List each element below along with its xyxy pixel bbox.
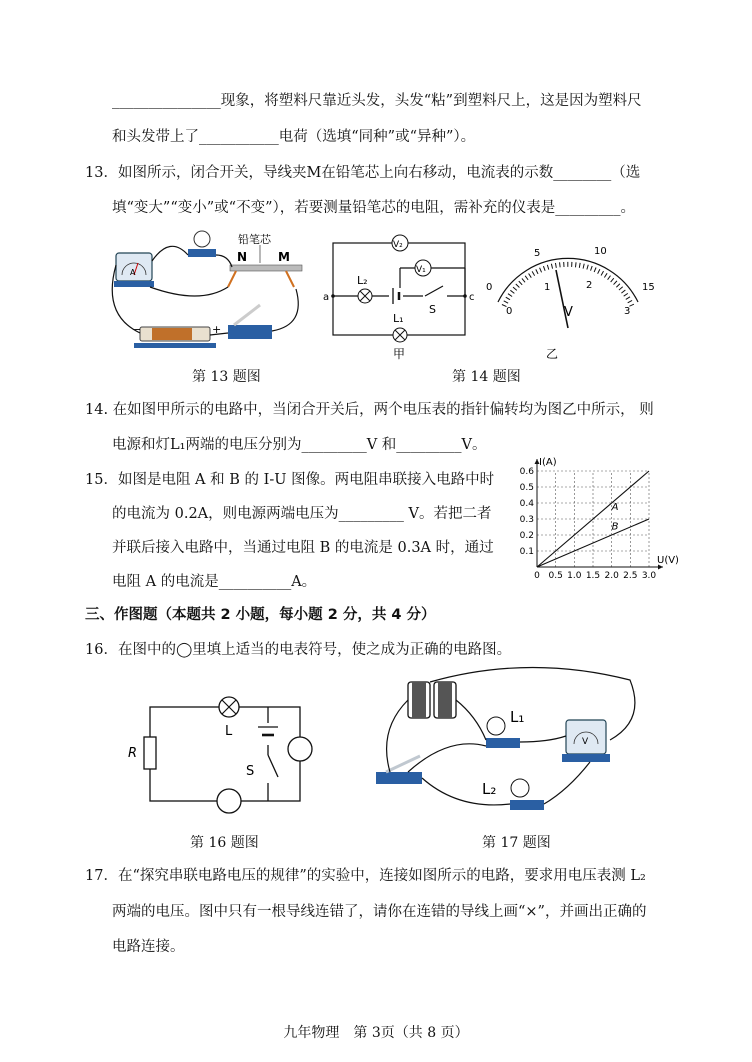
figure-13-caption: 第 13 题图 — [192, 369, 261, 385]
meter-slot-bottom — [217, 789, 241, 813]
q12-line2: 和头发带上了___________电荷（选填“同种”或“异种”）。 — [112, 129, 476, 145]
y-axis-label: I(A) — [539, 457, 557, 468]
node-c-label: c — [469, 292, 475, 303]
y-tick-label: 0.5 — [519, 483, 534, 493]
q16-line1: 16．在图中的◯里填上适当的电表符号，使之成为正确的电路图。 — [85, 642, 512, 658]
q13-line1: 13．如图所示，闭合开关，导线夹M在铅笔芯上向右移动，电流表的示数________（选 — [85, 165, 641, 181]
scale-outer-0: 0 — [486, 282, 493, 293]
pencil-lead-label: 铅笔芯 — [238, 233, 271, 246]
q14-line1: 14. 在如图甲所示的电路中，当闭合开关后，两个电压表的指针偏转均为图乙中所示， 则 — [85, 402, 654, 418]
x-tick-label: 1.0 — [567, 571, 582, 581]
x-tick-label: 2.0 — [604, 571, 619, 581]
scale-inner-2: 2 — [586, 280, 593, 291]
yi-label: 乙 — [546, 347, 559, 361]
clip-n-label: N — [237, 250, 248, 264]
figure-17-circuit — [368, 660, 658, 828]
meter-v-label: V — [564, 305, 573, 320]
scale-outer-5: 5 — [534, 248, 541, 259]
y-tick-label: 0.2 — [519, 531, 534, 541]
y-tick-label: 0.6 — [519, 467, 534, 477]
x-tick-label: 0 — [534, 571, 540, 581]
fig17-l1-label: L₁ — [510, 708, 525, 726]
v1-label: V₁ — [416, 265, 426, 275]
scale-inner-3: 3 — [624, 306, 631, 317]
meter-slot-right — [288, 737, 312, 761]
q13-line2: 填“变大”“变小”或“不变”），若要测量铅笔芯的电阻，需补充的仪表是_________。 — [112, 200, 635, 216]
jia-label: 甲 — [393, 347, 406, 361]
figure-14-meter — [480, 240, 660, 370]
y-tick-label: 0.1 — [519, 547, 534, 557]
fig17-voltmeter-label: V — [582, 737, 589, 747]
lamp-l-label: L — [225, 724, 233, 739]
l1-label: L₁ — [393, 312, 404, 325]
q15-line1: 15．如图是电阻 A 和 B 的 I-U 图像。两电阻串联接入电路中时 — [85, 472, 495, 488]
x-tick-label: 3.0 — [641, 571, 657, 581]
scale-inner-1: 1 — [544, 282, 551, 293]
section-3-title: 三、作图题（本题共 2 小题，每小题 2 分，共 4 分） — [85, 607, 436, 623]
figure-17-caption: 第 17 题图 — [482, 835, 551, 851]
q17-line2: 两端的电压。图中只有一根导线连错了，请你在连错的导线上画“×”，并画出正确的 — [112, 904, 647, 920]
resistor-r-label: R — [128, 746, 138, 761]
series-label-B: B — [611, 521, 619, 533]
q15-line3: 并联后接入电路中，当通过电阻 B 的电流是 0.3A 时，通过 — [112, 540, 494, 556]
series-label-A: A — [611, 501, 619, 513]
iu-chart — [515, 455, 679, 585]
node-a-label: a — [323, 292, 330, 303]
scale-inner-0: 0 — [506, 306, 513, 317]
y-tick-label: 0.3 — [519, 515, 534, 525]
switch-s-label-16: S — [246, 764, 255, 779]
battery-plus-label: + — [212, 323, 222, 336]
q12-line1: _______________现象，将塑料尺靠近头发，头发“粘”到塑料尺上，这是因为塑料尺 — [112, 93, 642, 109]
figure-14-circuit — [325, 228, 480, 368]
ammeter-label: A — [130, 268, 136, 277]
q15-line2: 的电流为 0.2A，则电源两端电压为_________ V。若把二者 — [112, 506, 492, 522]
battery-minus-label: − — [132, 323, 142, 336]
v2-label: V₂ — [393, 240, 403, 250]
l2-label: L₂ — [357, 274, 368, 287]
q17-line1: 17．在“探究串联电路电压的规律”的实验中，连接如图所示的电路，要求用电压表测 L₂ — [85, 868, 646, 884]
x-tick-label: 2.5 — [623, 571, 638, 581]
scale-outer-10: 10 — [594, 246, 607, 257]
q14-line2: 电源和灯L₁两端的电压分别为_________V 和_________V。 — [112, 437, 487, 453]
x-tick-label: 0.5 — [548, 571, 563, 581]
q15-line4: 电阻 A 的电流是__________A。 — [112, 574, 317, 590]
figure-16-circuit — [128, 693, 318, 813]
q17-line3: 电路连接。 — [112, 939, 185, 955]
figure-16-caption: 第 16 题图 — [190, 835, 259, 851]
scale-outer-15: 15 — [642, 282, 655, 293]
x-tick-label: 1.5 — [585, 571, 601, 581]
fig17-l2-label: L₂ — [482, 780, 497, 798]
x-axis-label: U(V) — [657, 555, 679, 566]
clip-m-label: M — [278, 250, 290, 264]
switch-s-label: S — [429, 303, 436, 316]
figure-14-caption: 第 14 题图 — [452, 369, 521, 385]
figure-13-circuit — [110, 225, 310, 360]
page-footer: 九年物理 第 3页（共 8 页） — [283, 1025, 469, 1041]
y-tick-label: 0.4 — [519, 499, 534, 509]
